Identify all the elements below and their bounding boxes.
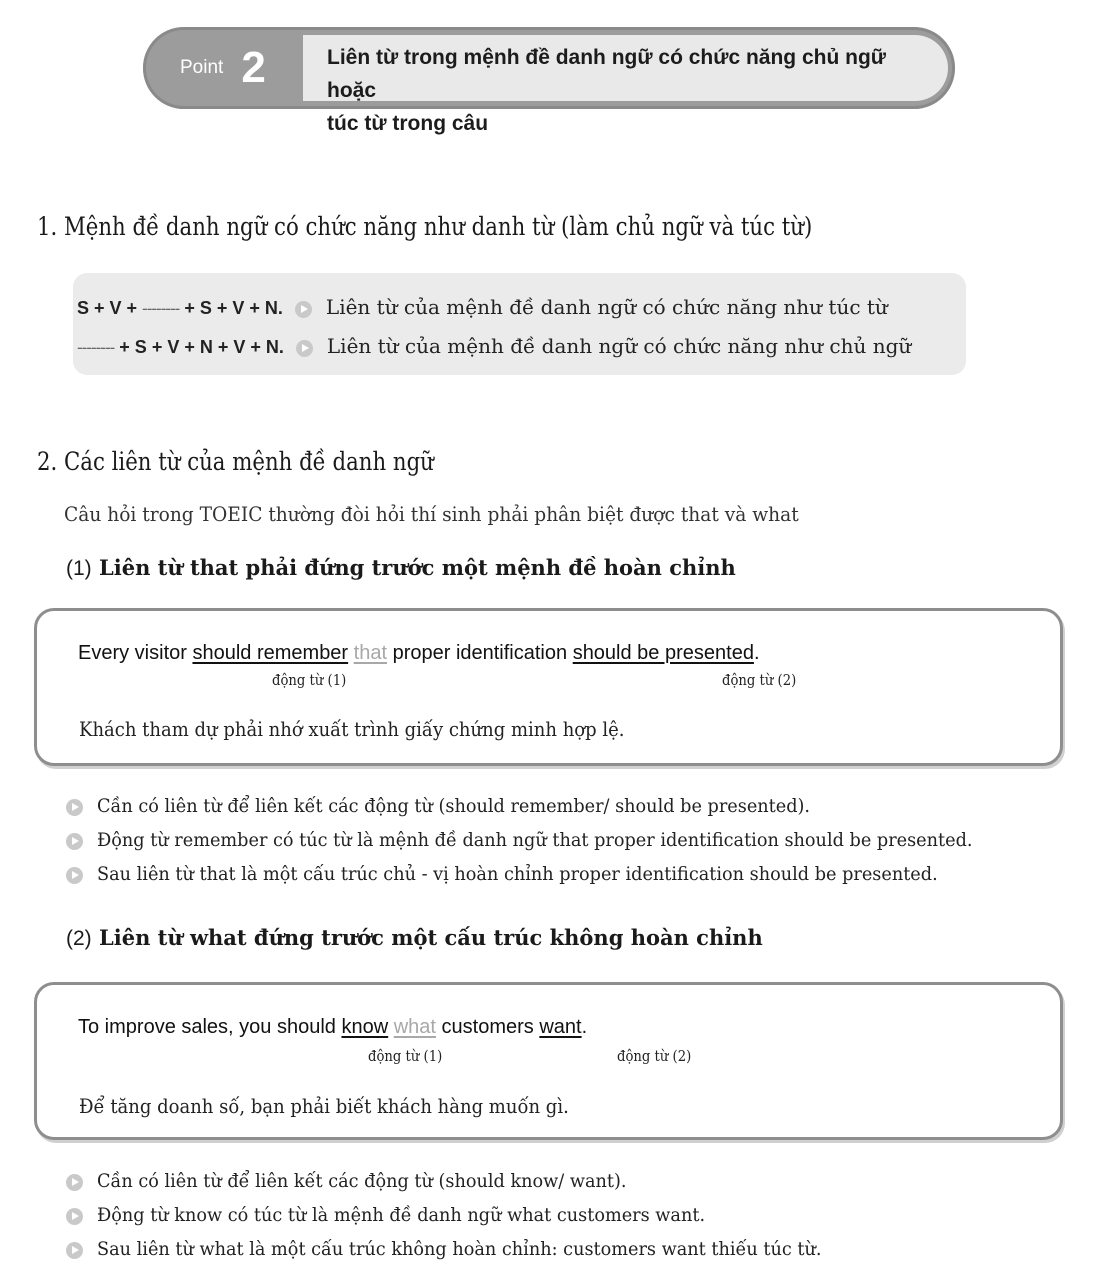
point-title <box>303 35 948 135</box>
subsection1-title: Liên từ that phải đứng trước một mệnh đề hoàn chỉnh <box>98 555 736 580</box>
sentence-part: . <box>581 1016 588 1038</box>
note-item <box>66 1170 666 1192</box>
formula-blank: -------- <box>77 338 115 357</box>
point-number: 2 <box>241 43 266 92</box>
section2-heading: 2. Các liên từ của mệnh đề danh ngữ <box>37 447 434 476</box>
subsection2-heading <box>66 925 763 951</box>
formula-text: S + V + <box>77 298 143 318</box>
note-text: Động từ know có túc từ là mệnh đề danh ngữ what customers want. <box>97 1204 706 1226</box>
formula-row-subject <box>77 334 911 358</box>
example1-box <box>34 608 1063 766</box>
conjunction: that <box>353 642 388 664</box>
note-item <box>66 829 1038 851</box>
formula-text: + S + V + N. <box>179 298 283 318</box>
formula-description: Liên từ của mệnh đề danh ngữ có chức năng như chủ ngữ <box>326 334 912 358</box>
arrow-bullet-icon <box>295 301 312 318</box>
example1-translation: Khách tham dự phải nhớ xuất trình giấy chứng minh hợp lệ. <box>79 717 625 741</box>
point-label: Point <box>180 57 224 78</box>
subsection1-heading <box>66 555 736 581</box>
note-text: Cần có liên từ để liên kết các động từ (should remember/ should be presented). <box>97 795 811 817</box>
note-item <box>66 1204 751 1226</box>
section1-heading: 1. Mệnh đề danh ngữ có chức năng như danh từ (làm chủ ngữ và túc từ) <box>37 212 813 241</box>
arrow-bullet-icon <box>66 1174 83 1191</box>
example1-sentence <box>78 642 760 665</box>
verb2: should be presented <box>572 642 754 664</box>
conjunction: what <box>393 1016 436 1038</box>
verb1-label: động từ (1) <box>368 1047 443 1065</box>
arrow-bullet-icon <box>296 340 313 357</box>
example2-sentence <box>78 1016 587 1039</box>
verb1: know <box>341 1016 389 1038</box>
arrow-bullet-icon <box>66 799 83 816</box>
formula-text: + S + V + N + V + N. <box>114 337 284 357</box>
verb2: want <box>539 1016 582 1038</box>
verb2-label: động từ (2) <box>617 1047 692 1065</box>
example2-box <box>34 982 1063 1140</box>
sentence-part: Every visitor <box>78 642 193 664</box>
note-text: Cần có liên từ để liên kết các động từ (should know/ want). <box>97 1170 627 1192</box>
note-text: Động từ remember có túc từ là mệnh đề danh ngữ that proper identification should be presented. <box>97 829 973 851</box>
subsection2-number: (2) <box>66 927 92 950</box>
formula-description: Liên từ của mệnh đề danh ngữ có chức năng như túc từ <box>325 295 888 319</box>
note-text: Sau liên từ that là một cấu trúc chủ - vị hoàn chỉnh proper identification should be presented. <box>97 863 938 885</box>
sentence-part: To improve sales, you should <box>78 1016 342 1038</box>
sentence-part: . <box>753 642 760 664</box>
note-item <box>66 1238 876 1260</box>
sentence-part: customers <box>435 1016 540 1038</box>
note-text: Sau liên từ what là một cấu trúc không hoàn chỉnh: customers want thiếu túc từ. <box>97 1238 822 1260</box>
verb2-label: động từ (2) <box>722 671 797 689</box>
formula-row-object <box>77 295 888 319</box>
example2-translation: Để tăng doanh số, bạn phải biết khách hàng muốn gì. <box>79 1094 569 1118</box>
arrow-bullet-icon <box>66 867 83 884</box>
verb1: should remember <box>192 642 349 664</box>
subsection2-title: Liên từ what đứng trước một cấu trúc không hoàn chỉnh <box>98 925 763 950</box>
arrow-bullet-icon <box>66 1242 83 1259</box>
note-item <box>66 795 864 817</box>
verb1-label: động từ (1) <box>272 671 347 689</box>
section2-intro: Câu hỏi trong TOEIC thường đòi hỏi thí sinh phải phân biệt được that và what <box>64 502 799 526</box>
sentence-part: proper identification <box>387 642 573 664</box>
formula-blank: -------- <box>142 299 180 318</box>
point-title-line2: túc từ trong câu <box>327 112 489 135</box>
subsection1-number: (1) <box>66 557 92 580</box>
point-title-line1: Liên từ trong mệnh đề danh ngữ có chức năng chủ ngữ hoặc <box>327 46 886 102</box>
arrow-bullet-icon <box>66 833 83 850</box>
point-badge <box>143 27 303 109</box>
note-item <box>66 863 1001 885</box>
point-banner <box>143 27 955 135</box>
formula-box <box>73 273 966 375</box>
arrow-bullet-icon <box>66 1208 83 1225</box>
